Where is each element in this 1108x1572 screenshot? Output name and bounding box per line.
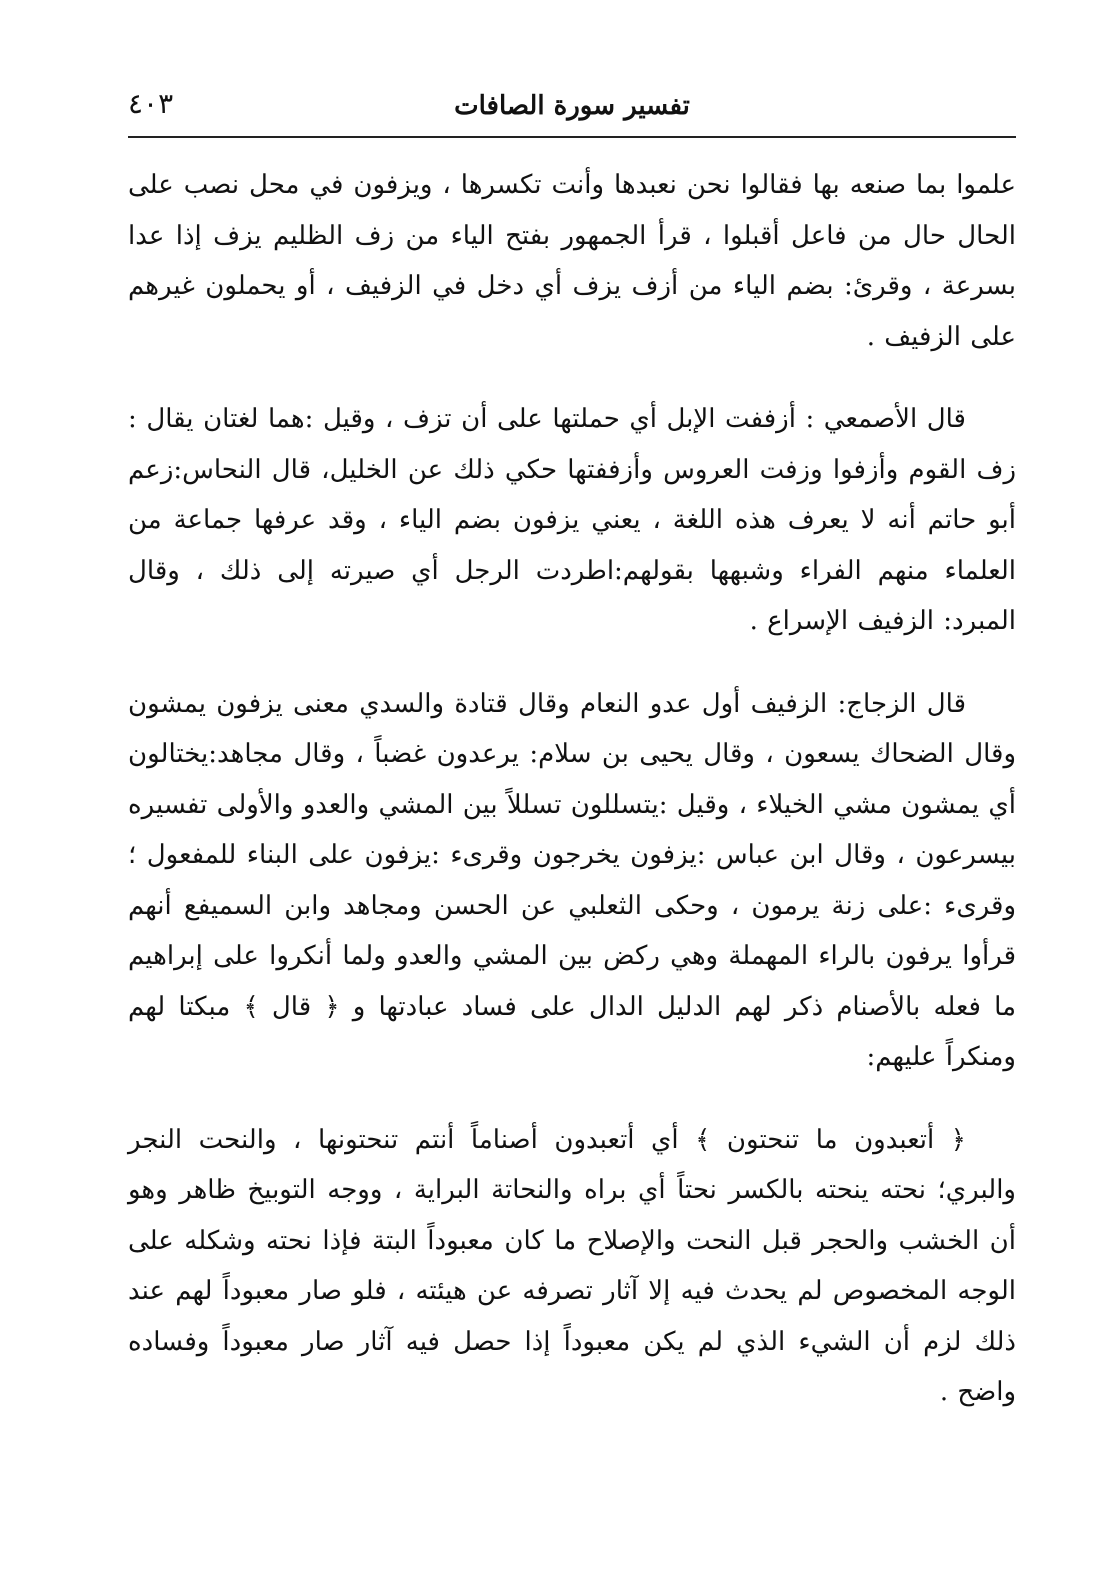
running-title: تفسير سورة الصافات [454,91,690,121]
page-number: ٤٠٣ [128,87,174,120]
paragraph-2: قال الأصمعي : أزففت الإبل أي حملتها على أن تزف ، وقيل :هما لغتان يقال : زف القوم وأزفوا وزفت العروس وأزففتها حكي ذلك عن الخليل، قال النحاس:زعم أبو حاتم أنه لا يعرف هذه اللغة ، يعني يزفون بضم الياء ، وقد عرفها جماعة من العلماء منهم الفراء وشبهها بقولهم:اطردت الرجل أي صيرته إلى ذلك ، وقال المبرد: الزفيف الإسراع . [128,404,1016,636]
paragraph-gap [128,362,1016,394]
paragraph-1: علموا بما صنعه بها فقالوا نحن نعبدها وأنت تكسرها ، ويزفون في محل نصب على الحال حال من فاعل أقبلوا ، قرأ الجمهور بفتح الياء من زف الظليم يزف إذا عدا بسرعة ، وقرئ: بضم الياء من أزف يزف أي دخل في الزفيف ، أو يحملون غيرهم على الزفيف . [128,170,1016,352]
paragraph-4: ﴿ أتعبدون ما تنحتون ﴾ أي أتعبدون أصناماً أنتم تنحتونها ، والنحت النجر والبري؛ نحته ينحته بالكسر نحتاً أي براه والنحاتة البراية ، ووجه التوبيخ ظاهر وهو أن الخشب والحجر قبل النحت والإصلاح ما كان معبوداً البتة فإذا نحته وشكله على الوجه المخصوص لم يحدث فيه إلا آثار تصرفه عن هيئته ، فلو صار معبوداً لهم عند ذلك لزم أن الشيء الذي لم يكن معبوداً إذا حصل فيه آثار صار معبوداً وفساده واضح . [128,1124,1016,1407]
paragraph-3: قال الزجاج: الزفيف أول عدو النعام وقال قتادة والسدي معنى يزفون يمشون وقال الضحاك يسعون ، وقال يحيى بن سلام: يرعدون غضباً ، وقال مجاهد:يختالون أي يمشون مشي الخيلاء ، وقيل :يتسللون تسللاً بين المشي والعدو والأولى تفسيره بيسرعون ، وقال ابن عباس :يزفون يخرجون وقرىء :يزفون على البناء للمفعول ؛ وقرىء :على زنة يرمون ، وحكى الثعلبي عن الحسن ومجاهد وابن السميفع أنهم قرأوا يرفون بالراء المهملة وهي ركض بين المشي والعدو ولما أنكروا على إبراهيم ما فعله بالأصنام ذكر لهم الدليل الدال على فساد عبادتها و ﴿ قال ﴾ مبكتا لهم ومنكراً عليهم: [128,688,1016,1072]
paragraph-gap [128,647,1016,679]
page-header [128,82,1016,134]
paragraph-gap [128,1083,1016,1115]
header-rule [128,136,1016,138]
body-text [128,160,1016,1418]
